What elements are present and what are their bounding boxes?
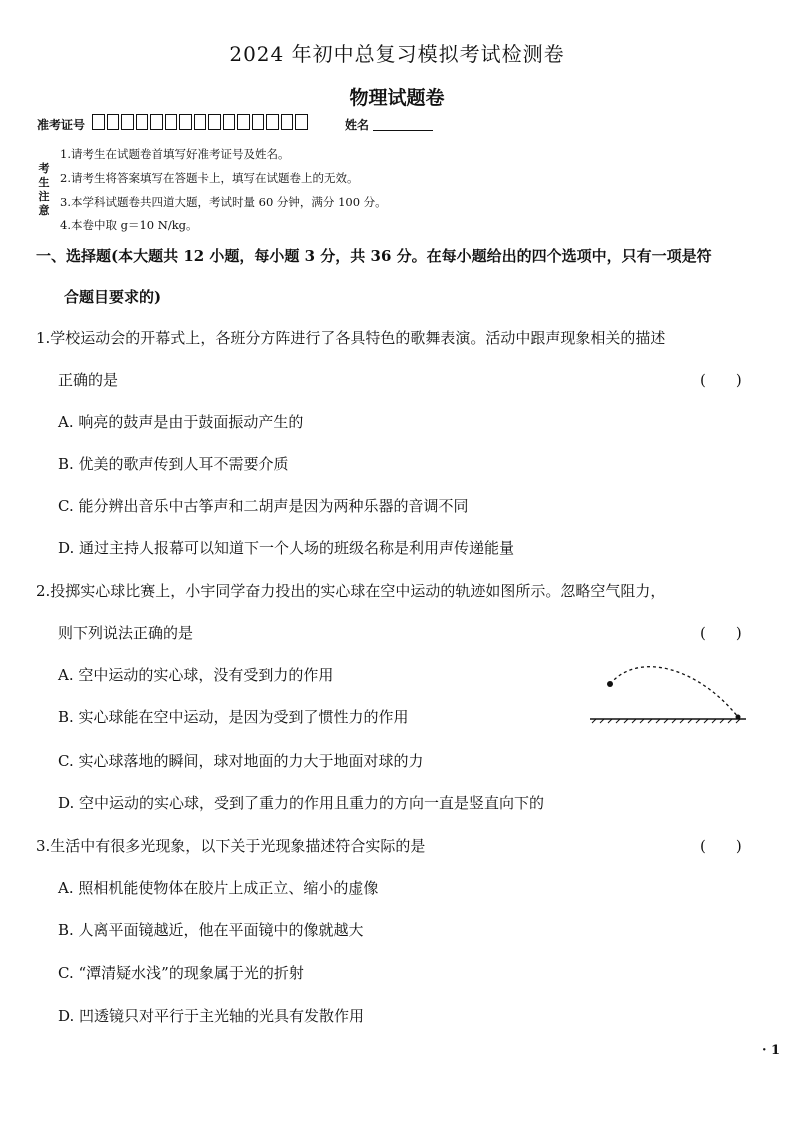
option-a: A. 照相机能使物体在胶片上成正立、缩小的虚像	[58, 879, 379, 897]
option-c: C. “潭清疑水浅”的现象属于光的折射	[58, 964, 304, 982]
option-a: A. 响亮的鼓声是由于鼓面振动产生的	[58, 413, 304, 431]
exam-title: 2024 年初中总复习模拟考试检测卷	[229, 42, 565, 66]
section-heading: 一、选择题(本大题共 12 小题，每小题 3 分，共 36 分。在每小题给出的四个选项中，只有一项是符	[36, 247, 712, 265]
question-2-stem: 2.投掷实心球比赛上，小宇同学奋力投出的实心球在空中运动的轨迹如图所示。忽略空气阻力，	[36, 582, 666, 600]
option-b: B. 人离平面镜越近，他在平面镜中的像就越大	[58, 921, 364, 939]
option-c: C. 实心球落地的瞬间，球对地面的力大于地面对球的力	[58, 752, 424, 770]
id-box[interactable]	[266, 114, 279, 130]
option-d: D. 凹透镜只对平行于主光轴的光具有发散作用	[58, 1007, 365, 1025]
exam-subtitle: 物理试题卷	[349, 87, 445, 109]
answer-blank: ( )	[700, 624, 742, 642]
id-box[interactable]	[208, 114, 221, 130]
question-1-stem-cont: 正确的是	[58, 371, 119, 389]
id-box[interactable]	[281, 114, 294, 130]
id-box[interactable]	[107, 114, 120, 130]
question-3-stem: 3.生活中有很多光现象，以下关于光现象描述符合实际的是	[36, 837, 426, 855]
id-box[interactable]	[165, 114, 178, 130]
option-a: A. 空中运动的实心球，没有受到力的作用	[58, 666, 334, 684]
answer-blank: ( )	[700, 371, 742, 389]
trajectory-path	[610, 667, 738, 717]
name-field-line[interactable]	[373, 130, 433, 131]
notice-item: 4.本卷中取 g＝10 N/kg。	[60, 218, 198, 232]
notice-item: 1.请考生在试题卷首填写好准考证号及姓名。	[60, 147, 290, 161]
ball-start	[607, 681, 613, 687]
trajectory-figure	[588, 665, 748, 730]
page-number: · 1	[762, 1043, 781, 1058]
id-box[interactable]	[121, 114, 134, 130]
id-box[interactable]	[237, 114, 250, 130]
id-box[interactable]	[179, 114, 192, 130]
section-heading-cont: 合题目要求的)	[64, 288, 162, 306]
notice-item: 2.请考生将答案填写在答题卡上，填写在试题卷上的无效。	[60, 171, 359, 185]
id-box[interactable]	[252, 114, 265, 130]
id-box[interactable]	[92, 114, 105, 130]
question-2-stem-cont: 则下列说法正确的是	[58, 624, 194, 642]
id-box[interactable]	[136, 114, 149, 130]
candidate-id-label: 准考证号	[37, 118, 86, 132]
option-d: D. 通过主持人报幕可以知道下一个人场的班级名称是利用声传递能量	[58, 539, 515, 557]
option-c: C. 能分辨出音乐中古筝声和二胡声是因为两种乐器的音调不同	[58, 497, 469, 515]
question-1-stem: 1.学校运动会的开幕式上，各班分方阵进行了各具特色的歌舞表演。活动中跟声现象相关的描述	[36, 329, 666, 347]
id-box[interactable]	[194, 114, 207, 130]
answer-blank: ( )	[700, 837, 742, 855]
option-d: D. 空中运动的实心球，受到了重力的作用且重力的方向一直是竖直向下的	[58, 794, 545, 812]
id-box[interactable]	[223, 114, 236, 130]
candidate-id-boxes[interactable]	[92, 114, 310, 130]
id-box[interactable]	[150, 114, 163, 130]
notice-side-label: 考生注意	[38, 162, 50, 217]
option-b: B. 优美的歌声传到人耳不需要介质	[58, 455, 289, 473]
name-label: 姓名	[345, 118, 370, 132]
id-box[interactable]	[295, 114, 308, 130]
notice-item: 3.本学科试题卷共四道大题，考试时量 60 分钟，满分 100 分。	[60, 195, 387, 209]
option-b: B. 实心球能在空中运动，是因为受到了惯性力的作用	[58, 708, 409, 726]
